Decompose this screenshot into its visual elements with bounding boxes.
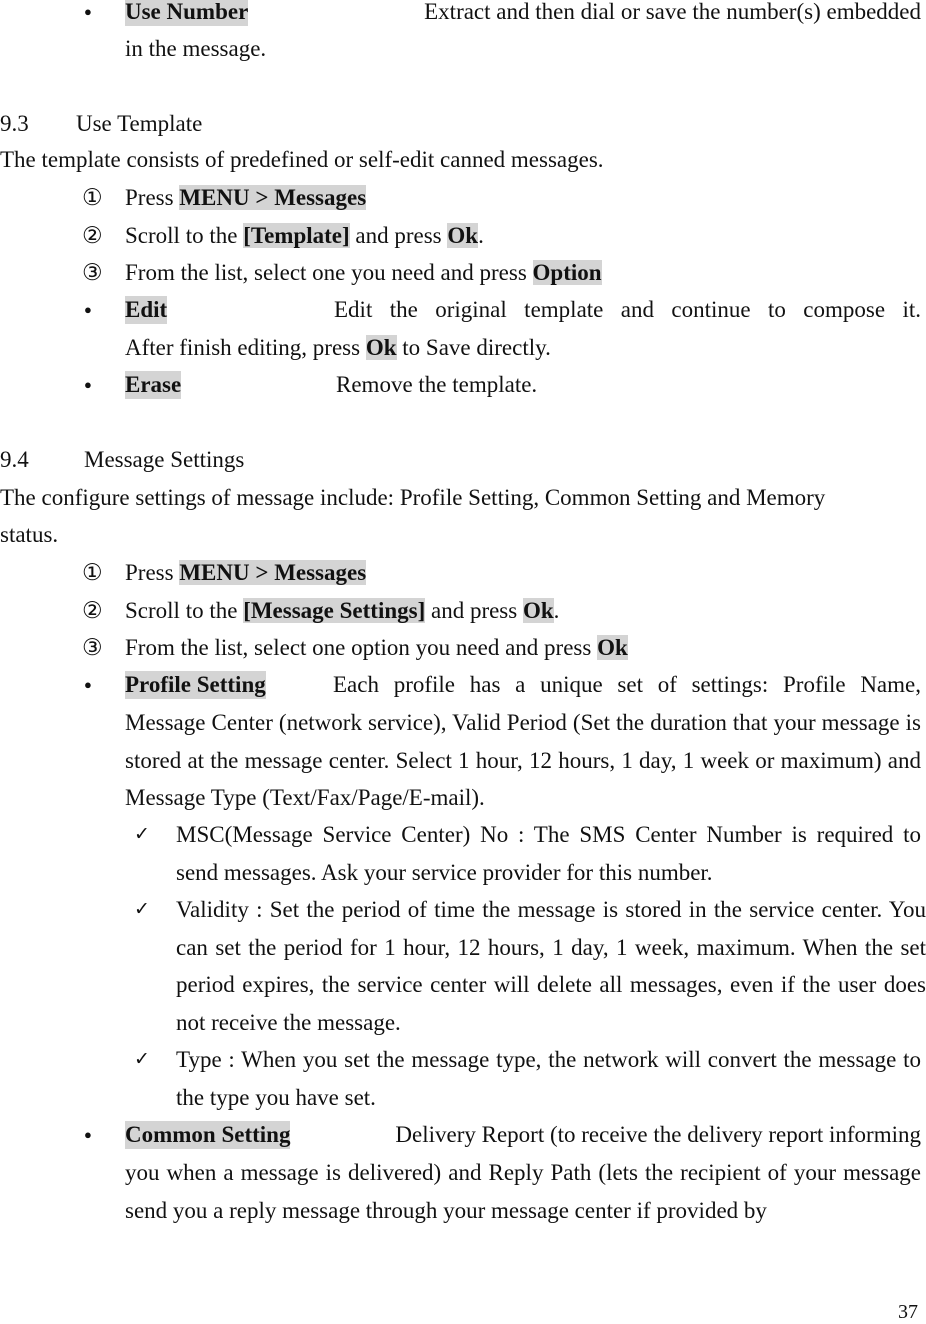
step-9-4-3 <box>125 629 921 667</box>
edit-item <box>125 291 921 329</box>
step-key: MENU > Messages <box>179 560 367 585</box>
section-9-3-number: 9.3 <box>0 111 29 136</box>
step-9-3-3 <box>125 254 921 292</box>
step-9-4-1 <box>125 554 921 592</box>
use-number-term: Use Number <box>125 0 249 24</box>
bullet-icon: ● <box>84 377 92 392</box>
edit-term: Edit <box>125 297 168 322</box>
step-marker: ② <box>82 223 103 248</box>
section-9-4-title: Message Settings <box>84 447 245 472</box>
step-text: Scroll to the <box>125 598 244 623</box>
checkmark-icon: ✓ <box>134 898 150 920</box>
step-text: . <box>478 223 484 248</box>
step-text: . <box>553 598 560 623</box>
erase-desc: Remove the template. <box>336 372 538 397</box>
step-key: Ok <box>447 223 479 248</box>
check-item-msc: MSC(Message Service Center) No : The SMS Center Number is required to send messages. Ask your service provider for this number. <box>176 822 921 885</box>
profile-setting-desc: Each profile has a unique set of settings: Profile Name, <box>333 672 921 697</box>
checkmark-icon: ✓ <box>134 1048 150 1070</box>
step-text: Press <box>125 185 180 210</box>
step-key: [Message Settings] <box>243 598 426 623</box>
step-marker: ③ <box>82 260 103 285</box>
bullet-icon: ● <box>84 302 92 317</box>
bullet-icon: ● <box>84 677 92 692</box>
step-key: Option <box>532 260 602 285</box>
checkmark-icon: ✓ <box>134 823 150 845</box>
profile-setting-desc-cont: Message Center (network service), Valid Period (Set the duration that your message is stored at the message center. Select 1 hour, 12 hours, 1 day, 1 week or maximum) and Message Type (Text/Fax/Page/E-mail). <box>125 710 921 811</box>
profile-setting-item <box>125 666 921 704</box>
common-setting-term: Common Setting <box>125 1122 291 1147</box>
section-9-4-number: 9.4 <box>0 447 29 472</box>
step-key: Ok <box>522 598 554 623</box>
section-9-4-intro: The configure settings of message include: Profile Setting, Common Setting and Memory <box>0 485 826 510</box>
check-item-validity: Validity : Set the period of time the message is stored in the service center. You can set the period for 1 hour, 12 hours, 1 day, 1 week, maximum. When the set period expires, the service center will delete all messages, even if the user does not receive the message. <box>176 897 926 1035</box>
edit-desc-cont <box>125 329 921 367</box>
use-number-item <box>125 0 921 31</box>
step-text: From the list, select one you need and press <box>125 260 533 285</box>
common-setting-item <box>125 1116 921 1154</box>
check-item-type: Type : When you set the message type, the network will convert the message to the type you have set. <box>176 1047 921 1110</box>
edit-text: to Save directly. <box>396 335 551 360</box>
step-key: MENU > Messages <box>179 185 367 210</box>
section-9-3-title: Use Template <box>76 111 203 136</box>
use-number-desc: Extract and then dial or save the number(s) embedded <box>424 0 921 24</box>
profile-setting-term: Profile Setting <box>125 672 266 697</box>
step-marker: ② <box>82 598 103 623</box>
section-9-4-intro-cont: status. <box>0 522 59 547</box>
step-9-3-1 <box>125 179 921 217</box>
step-text: Press <box>125 560 180 585</box>
step-9-4-2 <box>125 592 921 630</box>
erase-term: Erase <box>125 372 182 397</box>
step-text: Scroll to the <box>125 223 244 248</box>
erase-item <box>125 366 921 404</box>
common-setting-desc: Delivery Report (to receive the delivery report informing <box>395 1122 921 1147</box>
step-marker: ① <box>82 185 103 210</box>
step-key: [Template] <box>243 223 350 248</box>
step-key: Ok <box>597 635 628 660</box>
bullet-icon: ● <box>84 4 92 19</box>
page-number: 37 <box>898 1301 918 1323</box>
step-marker: ① <box>82 560 103 585</box>
bullet-icon: ● <box>84 1127 92 1142</box>
use-number-desc-cont: in the message. <box>125 36 267 61</box>
step-9-3-2 <box>125 217 921 255</box>
step-text: and press <box>349 223 448 248</box>
edit-key: Ok <box>365 335 397 360</box>
edit-text: After finish editing, press <box>125 335 366 360</box>
section-9-3-intro: The template consists of predefined or self-edit canned messages. <box>0 147 604 172</box>
common-setting-desc-cont: you when a message is delivered) and Reply Path (lets the recipient of your message send you a reply message through your message center if provided by <box>125 1160 921 1223</box>
step-text: and press <box>425 598 523 623</box>
step-marker: ③ <box>82 635 103 660</box>
edit-desc: Edit the original template and continue to compose it. <box>334 297 921 322</box>
step-text: From the list, select one option you need and press <box>125 635 598 660</box>
